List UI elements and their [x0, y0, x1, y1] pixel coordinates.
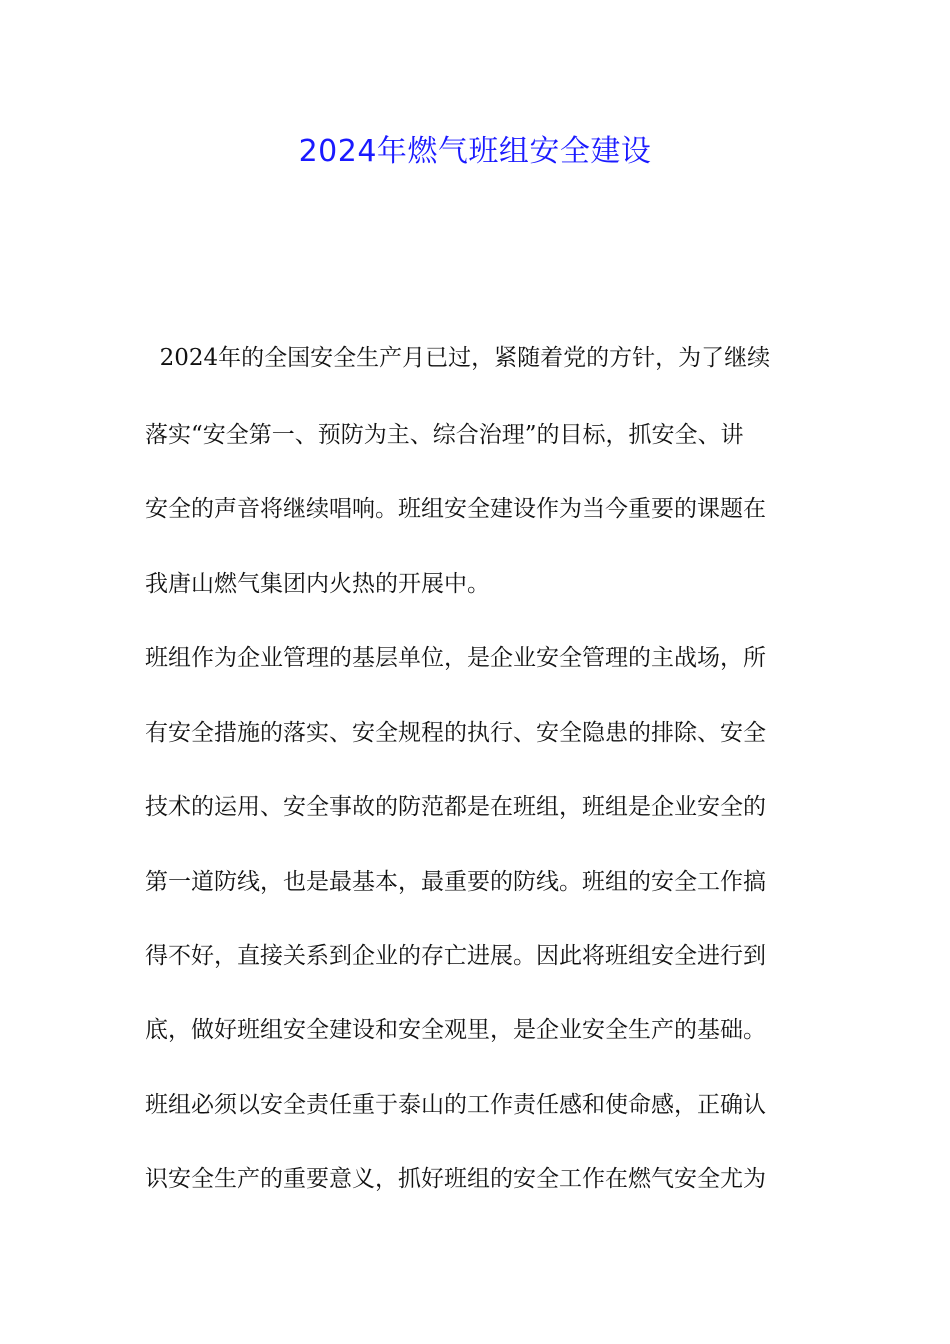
body-line-8: 第一道防线，也是最基本，最重要的防线。班组的安全工作搞: [145, 869, 766, 895]
body-line-5: 班组作为企业管理的基层单位，是企业安全管理的主战场，所: [145, 645, 766, 671]
body-line-9: 得不好，直接关系到企业的存亡进展。因此将班组安全进行到: [145, 943, 766, 969]
body-line-6: 有安全措施的落实、安全规程的执行、安全隐患的排除、安全: [145, 720, 766, 746]
body-line-10: 底，做好班组安全建设和安全观里，是企业安全生产的基础。: [145, 1017, 766, 1043]
body-line-4: 我唐山燃气集团内火热的开展中。: [145, 571, 490, 597]
body-line-12: 识安全生产的重要意义，抓好班组的安全工作在燃气安全尤为: [145, 1166, 766, 1192]
document-title: 2024年燃气班组安全建设: [298, 134, 652, 169]
body-line-7: 技术的运用、安全事故的防范都是在班组，班组是企业安全的: [145, 794, 766, 820]
body-line-11: 班组必须以安全责任重于泰山的工作责任感和使命感，正确认: [145, 1092, 766, 1118]
body-line-1: 2024年的全国安全生产月已过，紧随着党的方针，为了继续: [145, 345, 771, 371]
body-line-2: 落实“安全第一、预防为主、综合治理”的目标，抓安全、讲: [145, 422, 744, 448]
body-line-3: 安全的声音将继续唱响。班组安全建设作为当今重要的课题在: [145, 496, 766, 522]
